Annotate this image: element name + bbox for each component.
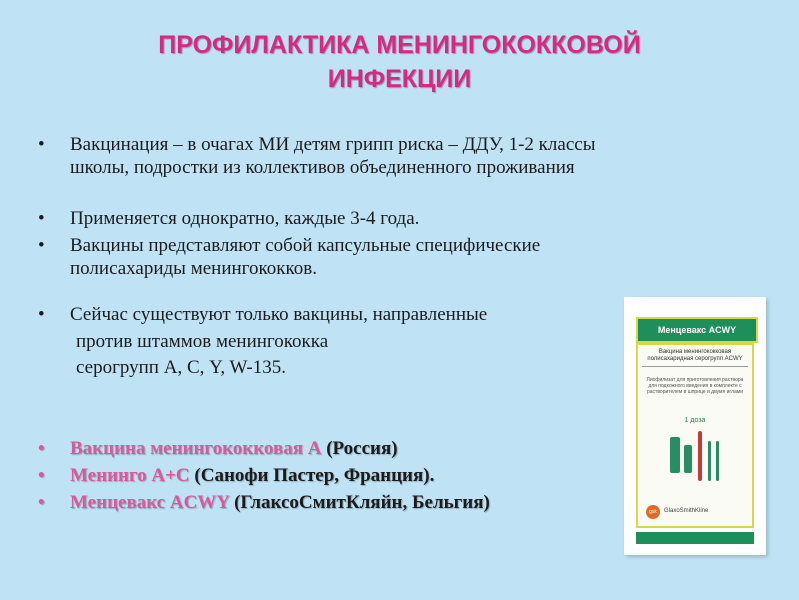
vaccine-origin: (Санофи Пастер, Франция). bbox=[189, 465, 435, 486]
slide-title bbox=[0, 28, 799, 96]
point-1-line-1: Вакцинация – в очагах МИ детям грипп риска – ДДУ, 1-2 классы bbox=[70, 134, 596, 155]
vaccine-origin: (Россия) bbox=[321, 438, 398, 459]
point-4-line-2: против штаммов менингококка bbox=[76, 331, 329, 352]
package-small-print: Лиофилизат для приготовления раствора для подкожного введения в комплекте с растворителем в шприце и двумя иглами bbox=[646, 377, 744, 395]
vaccine-name: Менинго А+С bbox=[70, 465, 190, 486]
bullet-1: • bbox=[38, 134, 45, 155]
point-1-line-2: школы, подростки из коллективов объединенного проживания bbox=[70, 157, 575, 178]
vaccine-name: Менцевакс ACWY bbox=[70, 492, 230, 513]
bullet-2: • bbox=[38, 208, 45, 229]
package-description: Вакцина менингококковая полисахаридная серогрупп ACWY bbox=[642, 349, 748, 367]
needle-icon bbox=[716, 441, 719, 481]
package-maker: GlaxoSmithKline bbox=[664, 508, 709, 514]
vaccine-package-image bbox=[624, 297, 766, 555]
title-line-1: ПРОФИЛАКТИКА МЕНИНГОКОККОВОЙ bbox=[158, 31, 641, 59]
bullet-4: • bbox=[38, 304, 45, 325]
point-3-line-2: полисахариды менингококков. bbox=[70, 258, 317, 279]
vaccine-name: Вакцина менингококковая А bbox=[70, 438, 322, 459]
needle-icon bbox=[708, 441, 711, 481]
package-label bbox=[636, 343, 754, 528]
point-2: Применяется однократно, каждые 3-4 года. bbox=[70, 208, 420, 229]
gsk-logo-icon: gsk bbox=[646, 505, 660, 519]
syringe-icon bbox=[698, 431, 702, 481]
vial-icon bbox=[670, 437, 680, 473]
vaccine-bullet: • bbox=[38, 438, 45, 459]
point-4-line-1: Сейчас существуют только вакцины, направленные bbox=[70, 304, 488, 325]
point-4-line-3: серогрупп А, С, Y, W-135. bbox=[76, 357, 287, 378]
package-bottom-band bbox=[636, 532, 754, 544]
point-3-line-1: Вакцины представляют собой капсульные специфические bbox=[70, 235, 541, 256]
bullet-3: • bbox=[38, 235, 45, 256]
package-brand: Менцевакс ACWY bbox=[636, 317, 758, 343]
vial-icon bbox=[684, 445, 692, 473]
vaccine-origin: (ГлаксоСмитКляйн, Бельгия) bbox=[229, 492, 490, 513]
vaccine-bullet: • bbox=[38, 492, 45, 513]
title-line-2: ИНФЕКЦИИ bbox=[327, 65, 472, 93]
package-dose: 1 доза bbox=[684, 417, 706, 424]
vaccine-bullet: • bbox=[38, 465, 45, 486]
